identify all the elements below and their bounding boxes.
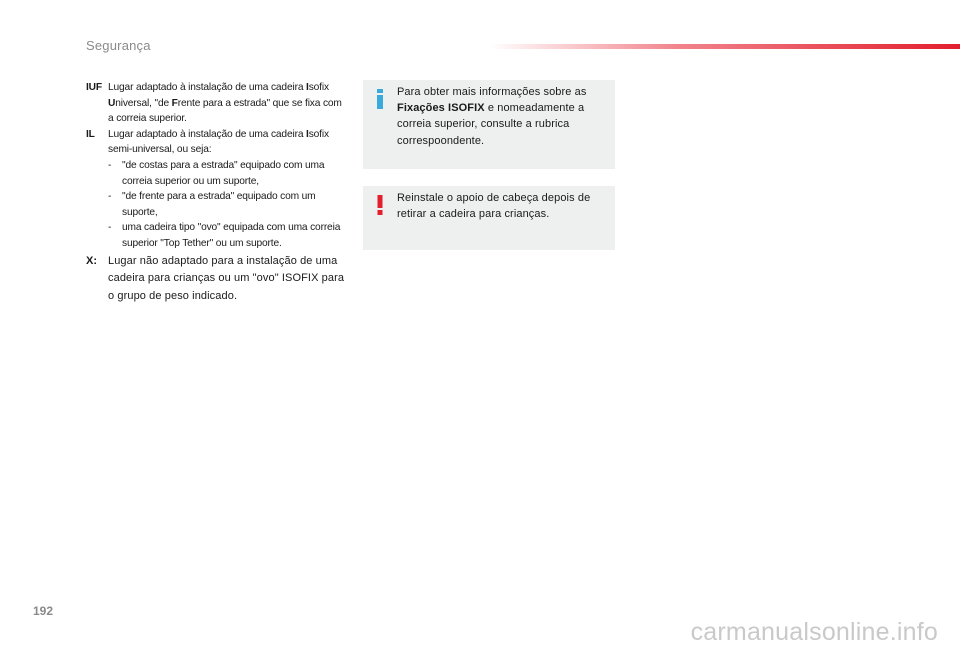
page-number: 192: [33, 604, 54, 618]
definition-term: X:: [86, 254, 98, 267]
isofix-legend: [86, 80, 348, 305]
list-item: - "de costas para a estrada" equipado com uma correia superior ou um suporte,: [108, 159, 325, 187]
section-title: Segurança: [86, 38, 151, 53]
info-note: [363, 80, 615, 169]
info-icon: [373, 86, 387, 110]
definition-body: Lugar adaptado à instalação de uma cadeira Isofix Universal, "de Frente para a estrada" que se fixa com a correia superior.: [108, 82, 342, 125]
definition-term: IL: [86, 128, 95, 140]
list-item: - "de frente para a estrada" equipado com um suporte,: [108, 191, 316, 218]
exclamation-icon: [373, 192, 387, 216]
definition-body: Lugar adaptado à instalação de uma cadeira Isofix semi-universal, ou seja:: [108, 128, 329, 156]
header-accent-rule: [490, 44, 960, 49]
definition-body: Lugar não adaptado para a instalação de uma cadeira para crianças ou um "ovo" ISOFIX para o grupo de peso indicado.: [108, 254, 345, 302]
definition-iuf: [86, 80, 348, 127]
list-item: - uma cadeira tipo "ovo" equipada com uma correia superior "Top Tether" ou um suporte.: [108, 222, 341, 249]
warning-note: [363, 186, 615, 250]
watermark: carmanualsonline.info: [690, 618, 938, 646]
info-note-text: Para obter mais informações sobre as Fixações ISOFIX e nomeadamente a correia superior, consulte a rubrica correspoondente.: [397, 86, 587, 147]
definition-x: [86, 253, 348, 306]
definition-il: [86, 127, 348, 158]
warning-note-text: Reinstale o apoio de cabeça depois de retirar a cadeira para crianças.: [397, 192, 591, 221]
definition-term: IUF: [86, 82, 102, 93]
